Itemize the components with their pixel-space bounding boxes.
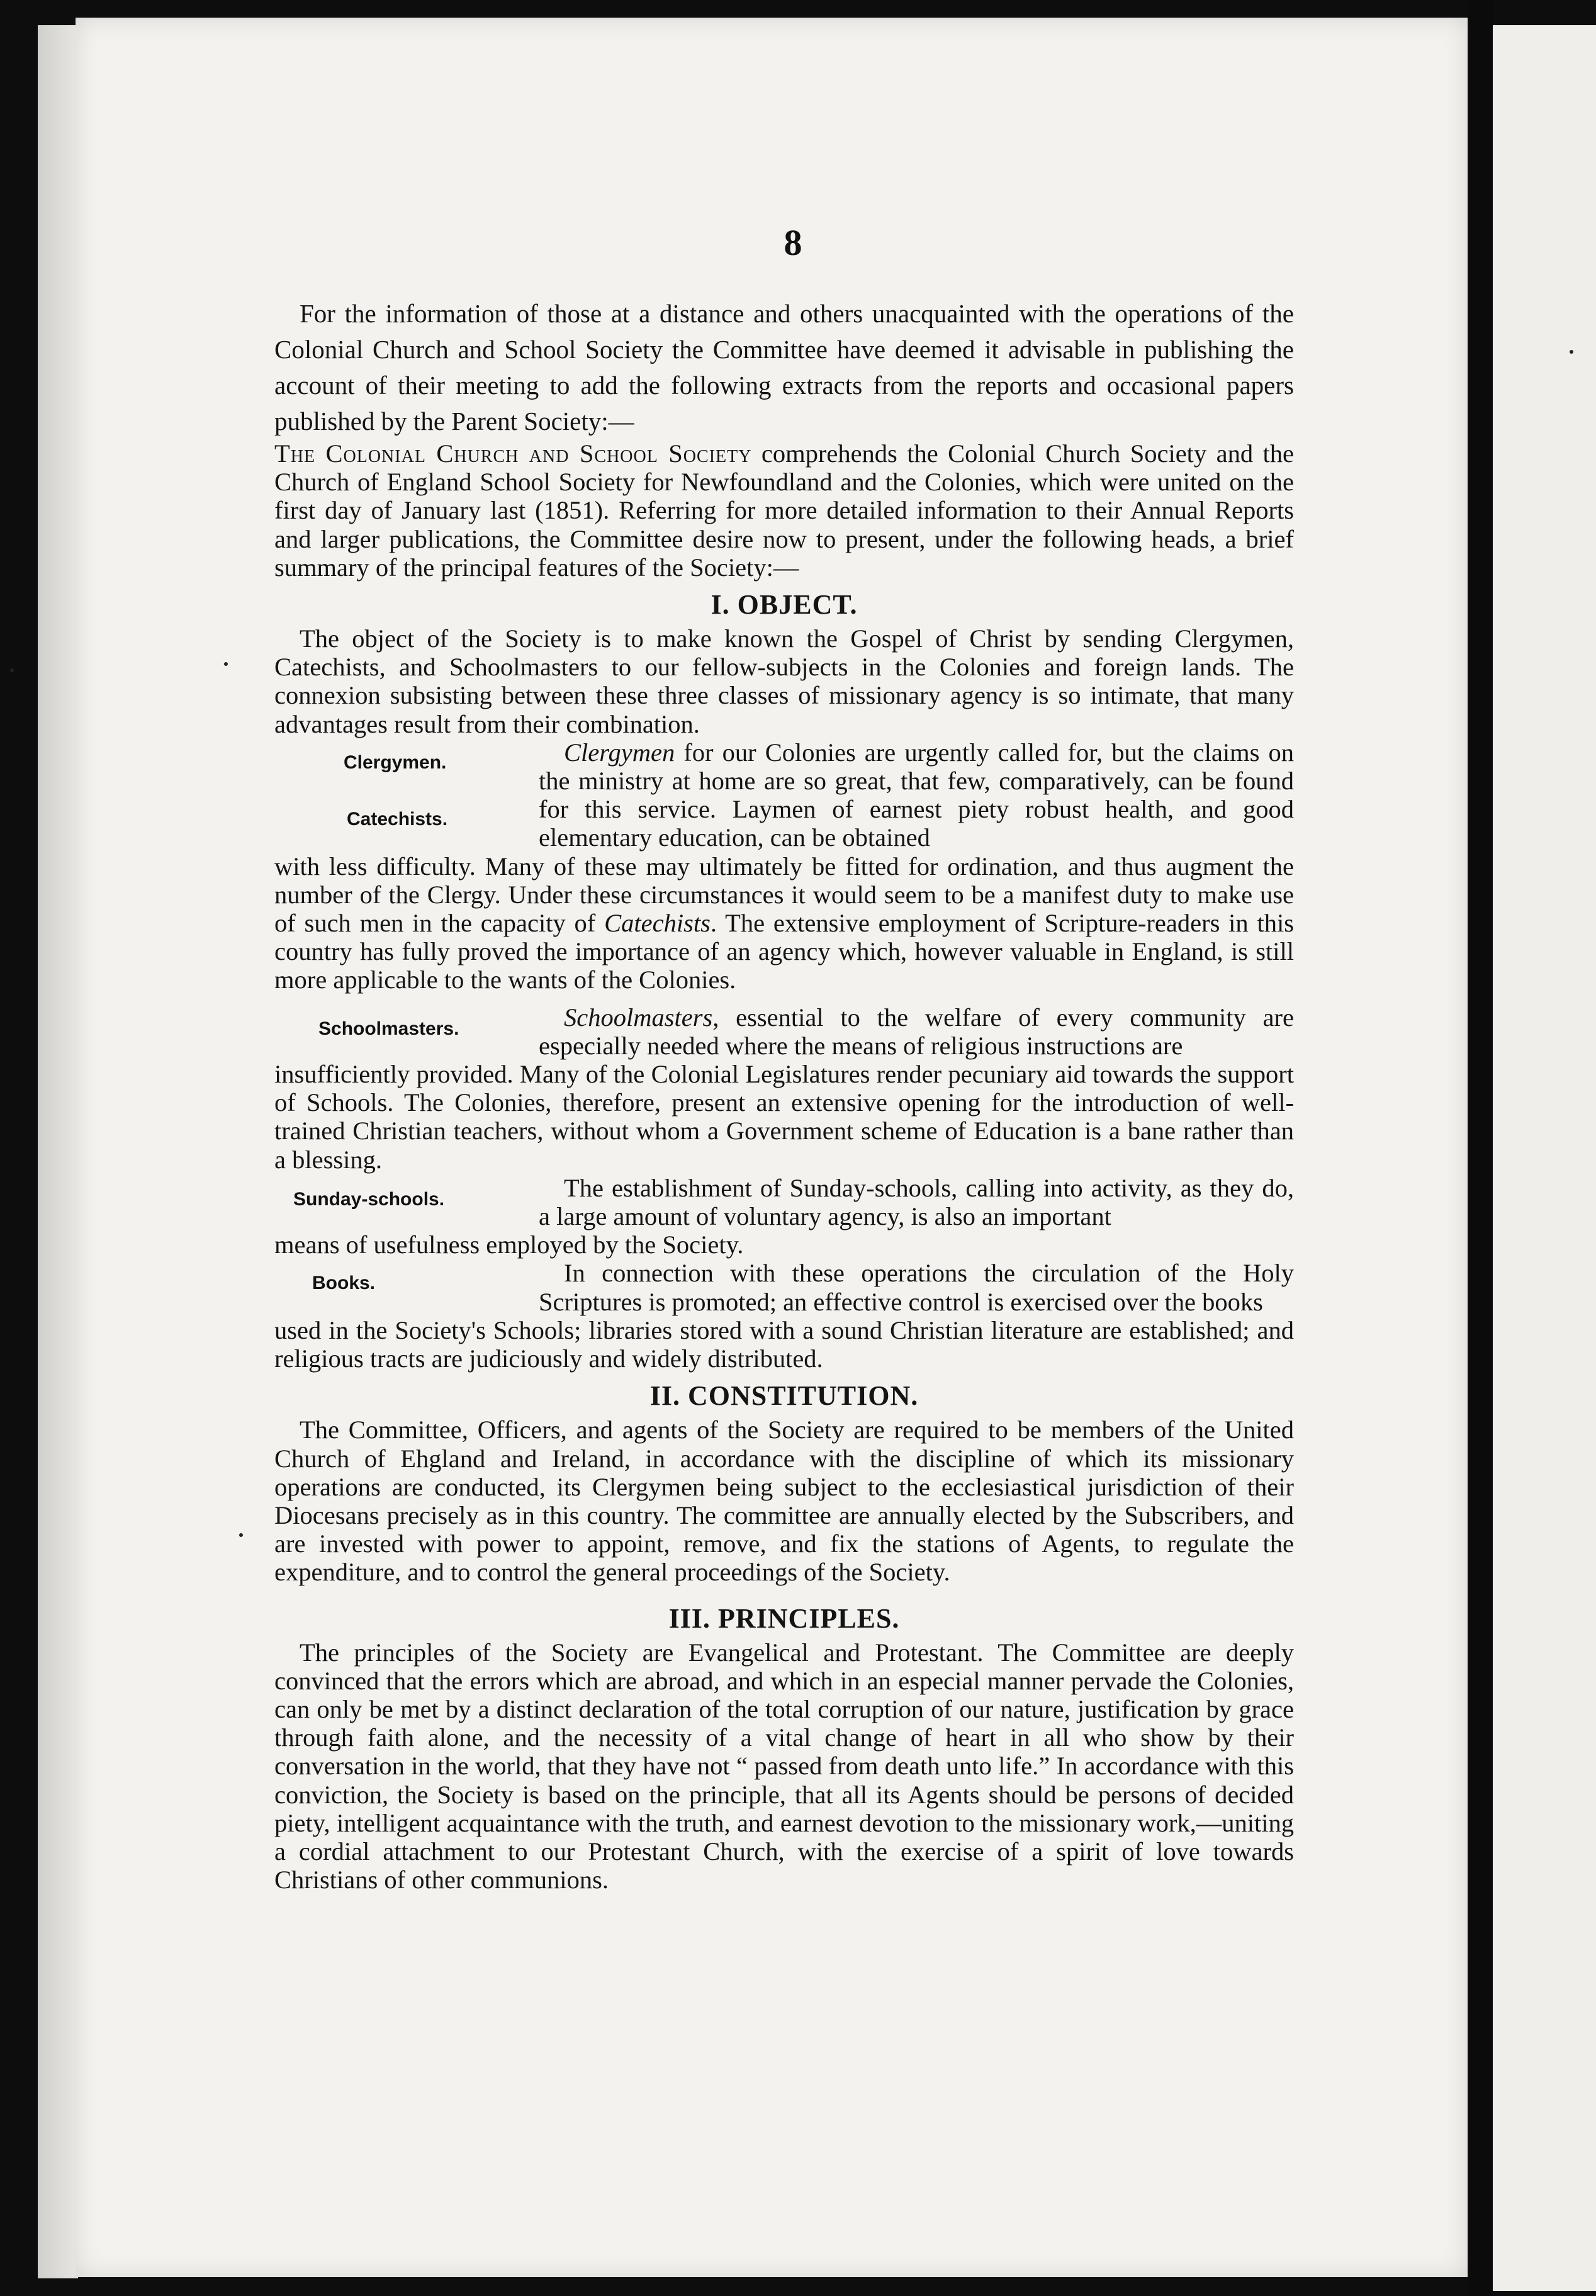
schoolmasters-paragraph-b: insufficiently provided. Many of the Colonial Legislatures render pecuniary aid towards the support of Schools. The Colonies, therefore, present an extensive opening for the introduction of well-trained Christian teachers, without whom a Government scheme of Education is a bane rather than a blessing. (274, 1060, 1294, 1174)
document-body (274, 296, 1294, 1894)
clergymen-term: Clergymen (564, 738, 675, 767)
clergymen-paragraph-b: with less difficulty. Many of these may ultimately be fitted for ordination, and thus augment the number of the Clergy. Under these circumstances it would seem to be a manifest duty to make use of such men in the capacity of Catechists. The extensive employment of Scripture-readers in this country has fully proved the importance of an agency which, however valuable in England, is still more applicable to the wants of the Colonies. (274, 852, 1295, 994)
schoolmasters-section (274, 1003, 1294, 1060)
books-section (274, 1259, 1294, 1315)
scan-speck (1570, 350, 1573, 354)
sunday-paragraph-a: The establishment of Sunday-schools, calling into activity, as they do, a large amount of voluntary agency, is also an important (539, 1173, 1294, 1231)
gutter-dark (1468, 0, 1493, 2296)
principles-paragraph: The principles of the Society are Evangelical and Protestant. The Committee are deeply convinced that the errors which are abroad, and which in an especial manner pervade the Colonies, can only be met by a distinct declaration of the total corruption of our nature, justification by grace through faith alone, and the necessity of a vital change of heart in all who show by their conversation in the world, that they have not “ passed from death unto life.” In accordance with this conviction, the Society is based on the principle, that all its Agents should be persons of decided piety, intelligent acquaintance with the truth, and earnest devotion to the missionary work,—uniting a cordial attachment to our Protestant Church, with the exercise of a spirit of love towards Christians of other communions. (274, 1638, 1294, 1894)
margin-note-sunday-schools: Sunday-schools. (293, 1188, 445, 1210)
margin-note-books: Books. (312, 1273, 376, 1294)
heading-constitution: II. CONSTITUTION. (649, 1380, 919, 1412)
scan-speck (239, 1533, 243, 1537)
page-number: 8 (784, 222, 802, 263)
scan-speck (224, 662, 228, 666)
books-paragraph-b: used in the Society's Schools; libraries stored with a sound Christian literature are established; and religious tracts are judiciously and widely distributed. (274, 1315, 1294, 1373)
intro-paragraph: For the information of those at a distance and others unacquainted with the operations of the Colonial Church and School Society the Committee have deemed it advisable in publishing the account of their meeting to add the following extracts from the reports and occasional papers published by the Parent Society:— (274, 299, 1294, 436)
margin-note-schoolmasters: Schoolmasters. (318, 1018, 459, 1039)
summary-paragraph (274, 439, 1294, 582)
books-paragraph-a: In connection with these operations the circulation of the Holy Scriptures is promoted; an effective control is exercised over the books (539, 1259, 1294, 1316)
sunday-paragraph-b: means of usefulness employed by the Society. (274, 1230, 744, 1259)
margin-note-catechists: Catechists. (347, 808, 448, 830)
society-name: The Colonial Church and School Society (274, 439, 752, 468)
heading-principles: III. PRINCIPLES. (668, 1602, 900, 1634)
schoolmasters-term: Schoolmasters (564, 1003, 713, 1032)
margin-note-clergymen: Clergymen. (344, 751, 447, 773)
summary-text: comprehends the Colonial Church Society and the Church of England School Society for Newfoundland and the Colonies, which were united on the first day of January last (1851). Referring for more detailed information to their Annual Reports and larger publications, the Committee desire now to present, under the following heads, a brief summary of the principal features of the Society:— (274, 439, 1294, 582)
sunday-schools-section (274, 1174, 1294, 1230)
schoolmasters-paragraph-a: Schoolmasters, essential to the welfare of every community are especially needed where the means of religious instructions are (539, 1003, 1294, 1060)
object-paragraph: The object of the Society is to make known the Gospel of Christ by sending Clergymen, Catechists, and Schoolmasters to our fellow-subjects in the Colonies and foreign lands. The connexion subsisting between these three classes of missionary agency is so intimate, that many advantages result from their combination. (274, 624, 1294, 738)
catechists-term: Catechists (604, 909, 711, 938)
constitution-paragraph: The Committee, Officers, and agents of the Society are required to be members of the United Church of Ehgland and Ireland, in accordance with the discipline of which its missionary operations are conducted, its Clergymen being subject to the ecclesiastical jurisdiction of their Diocesans precisely as in this country. The committee are annually elected by the Subscribers, and are invested with power to appoint, remove, and fix the stations of Agents, to regulate the expenditure, and to control the general proceedings of the Society. (274, 1415, 1294, 1587)
page-edge-shadow (38, 25, 78, 2278)
clergymen-section (274, 738, 1294, 852)
clergymen-paragraph-a: Clergymen for our Colonies are urgently called for, but the claims on the ministry at home are so great, that few, comparatively, can be found for this service. Laymen of earnest piety robust health, and good elementary education, can be obtained (539, 738, 1294, 852)
heading-object: I. OBJECT. (711, 589, 858, 621)
scan-speck (10, 668, 14, 672)
adjacent-page-edge (1493, 25, 1596, 2291)
